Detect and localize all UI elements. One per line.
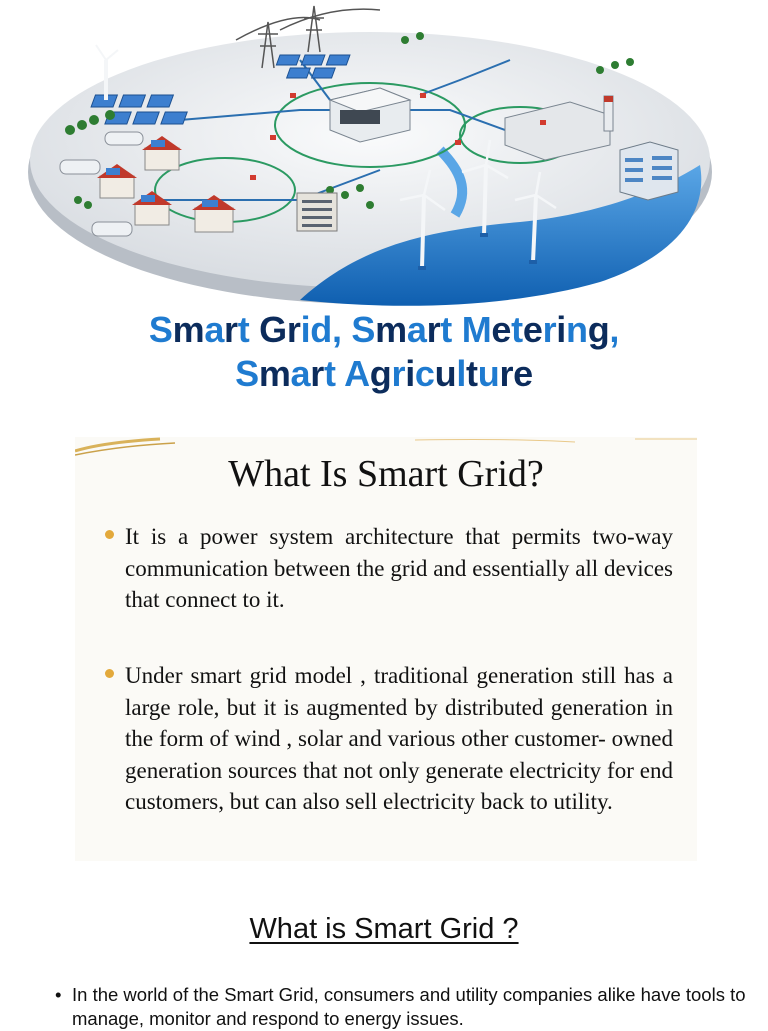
section-heading: What is Smart Grid ? xyxy=(249,913,519,945)
title-glyph: r xyxy=(426,309,441,350)
title-glyph: t xyxy=(440,309,452,350)
title-glyph: r xyxy=(310,353,324,394)
smart-grid-illustration xyxy=(0,0,768,315)
document-title xyxy=(0,308,768,396)
title-line-1 xyxy=(0,308,768,352)
slide-bullet-text: It is a power system architecture that permits two-way communication between the grid and essentially all devices that connect to it. xyxy=(125,524,673,612)
title-glyph: , xyxy=(609,309,620,350)
slide-bullet xyxy=(125,521,673,616)
title-glyph: r xyxy=(391,353,406,394)
slide-bullet-text: Under smart grid model , traditional generation still has a large role, but it is augmented by distributed generation in the form of wind , solar and various other customer- owned generation sources that not only generate electricity for end customers, but can also sell electricity back to utility. xyxy=(125,663,673,814)
title-glyph: e xyxy=(491,309,512,350)
apartment-building xyxy=(297,193,337,231)
bullet-dot-icon xyxy=(105,530,114,539)
title-glyph: d xyxy=(310,309,332,350)
title-glyph: u xyxy=(477,353,500,394)
title-glyph: S xyxy=(148,309,173,350)
title-glyph: n xyxy=(566,309,588,350)
bullet-mark: • xyxy=(55,984,62,1005)
title-glyph xyxy=(452,309,462,350)
title-glyph: a xyxy=(204,309,225,350)
title-glyph: r xyxy=(224,309,238,350)
title-glyph xyxy=(336,353,344,394)
title-glyph: t xyxy=(323,353,336,394)
slide-image xyxy=(75,437,697,861)
title-glyph: m xyxy=(258,353,291,394)
title-glyph: r xyxy=(542,309,557,350)
title-glyph: e xyxy=(522,309,543,350)
title-glyph: r xyxy=(499,353,514,394)
title-glyph: g xyxy=(369,353,392,394)
title-glyph: t xyxy=(511,309,523,350)
title-glyph: a xyxy=(290,353,311,394)
title-glyph: M xyxy=(461,309,492,350)
title-glyph: t xyxy=(237,309,250,350)
title-glyph xyxy=(249,309,259,350)
title-glyph: u xyxy=(434,353,457,394)
bullet-dot-icon xyxy=(105,669,114,678)
title-glyph: g xyxy=(587,309,610,350)
title-glyph: S xyxy=(235,353,259,394)
title-glyph: m xyxy=(375,309,407,350)
title-glyph: e xyxy=(513,353,533,394)
title-glyph: r xyxy=(286,309,301,350)
title-glyph: l xyxy=(456,353,467,394)
slide-bullet xyxy=(125,660,673,818)
title-glyph: S xyxy=(351,309,376,350)
title-glyph: t xyxy=(466,353,478,394)
title-glyph xyxy=(342,309,352,350)
title-line-2 xyxy=(0,352,768,396)
title-glyph: A xyxy=(344,353,370,394)
title-glyph: m xyxy=(172,309,205,350)
title-glyph: i xyxy=(300,309,311,350)
title-glyph: c xyxy=(414,353,435,394)
body-bullet-text: In the world of the Smart Grid, consumers and utility companies alike have tools to manage, monitor and respond to energy issues. xyxy=(72,984,746,1029)
slide-title: What Is Smart Grid? xyxy=(228,453,544,495)
title-glyph: i xyxy=(405,353,415,394)
title-glyph: a xyxy=(406,309,427,350)
title-glyph: G xyxy=(259,309,287,350)
office-building xyxy=(620,142,678,200)
title-glyph: i xyxy=(556,309,566,350)
title-glyph: , xyxy=(332,309,342,350)
